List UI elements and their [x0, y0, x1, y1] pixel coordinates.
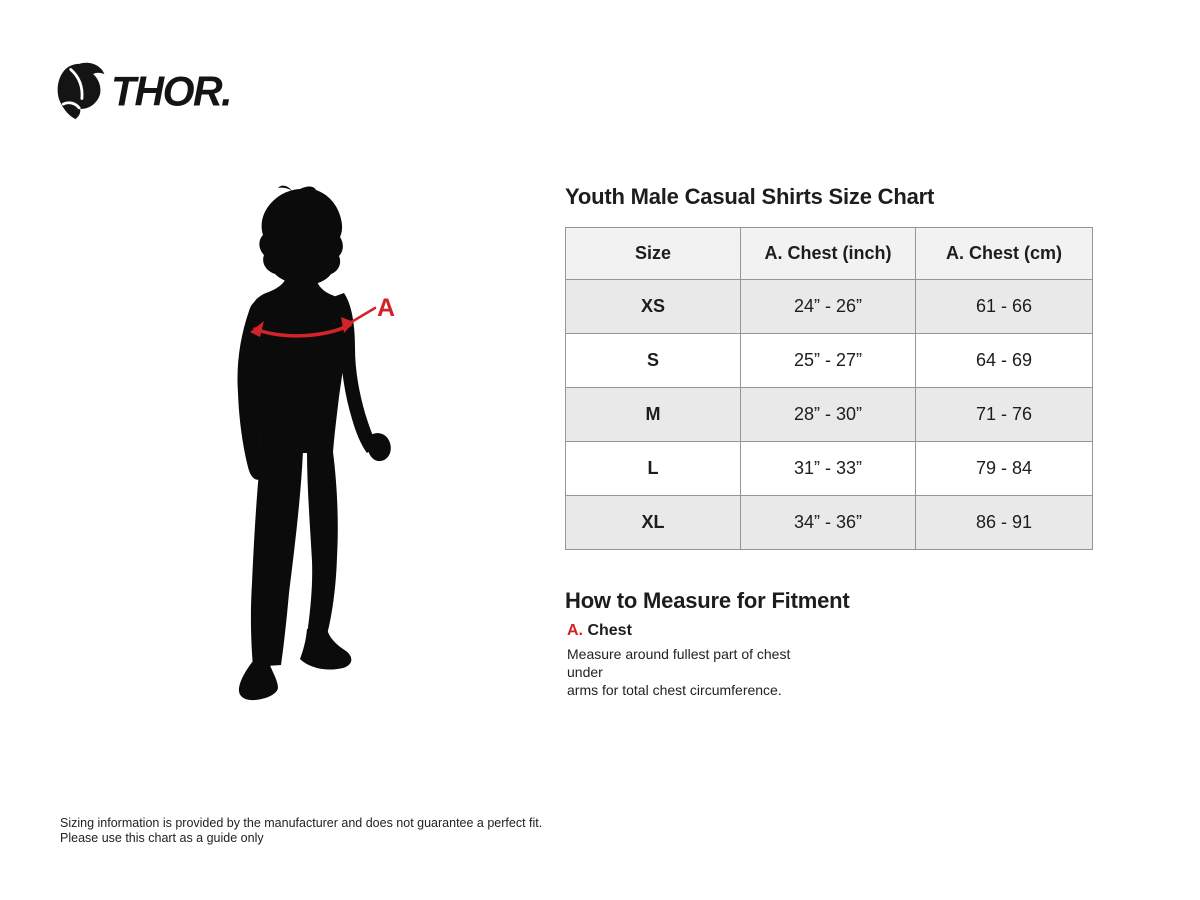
measure-item-title: [567, 622, 827, 640]
description-line-2: arms for total chest circumference.: [567, 682, 782, 698]
chest-cm-cell: 71 - 76: [916, 388, 1093, 442]
measurement-diagram: [230, 185, 400, 705]
sizing-disclaimer: [60, 816, 542, 845]
chest-inch-cell: 28” - 30”: [741, 388, 916, 442]
chest-cm-cell: 86 - 91: [916, 496, 1093, 550]
chest-cm-cell: 79 - 84: [916, 442, 1093, 496]
chest-cm-cell: 64 - 69: [916, 334, 1093, 388]
column-header-chest-cm: A. Chest (cm): [916, 228, 1093, 280]
measure-item-label: Chest: [587, 622, 632, 639]
chest-inch-cell: 31” - 33”: [741, 442, 916, 496]
chest-inch-cell: 34” - 36”: [741, 496, 916, 550]
disclaimer-line-2: Please use this chart as a guide only: [60, 830, 264, 845]
disclaimer-line-1: Sizing information is provided by the manufacturer and does not guarantee a perfect fit.: [60, 816, 543, 830]
size-cell: S: [566, 334, 741, 388]
table-row-m: [566, 388, 1093, 442]
size-cell: XL: [566, 496, 741, 550]
table-row-s: [566, 334, 1093, 388]
column-header-chest-inch: A. Chest (inch): [741, 228, 916, 280]
table-row-xs: [566, 280, 1093, 334]
table-row-xl: [566, 496, 1093, 550]
size-chart-table: [565, 227, 1093, 550]
measure-section-heading: How to Measure for Fitment: [565, 588, 850, 613]
chest-inch-cell: 24” - 26”: [741, 280, 916, 334]
measure-item-key: A.: [567, 622, 583, 639]
child-silhouette-figure: [230, 185, 400, 705]
brand-logo: [55, 62, 231, 120]
chest-inch-cell: 25” - 27”: [741, 334, 916, 388]
thor-goat-icon: [55, 62, 107, 120]
measure-item-description: [567, 645, 827, 699]
table-row-l: [566, 442, 1093, 496]
measure-item-chest: [567, 622, 827, 699]
size-cell: M: [566, 388, 741, 442]
brand-wordmark: THOR.: [111, 67, 232, 114]
chest-marker-label: A: [377, 294, 396, 322]
size-cell: XS: [566, 280, 741, 334]
column-header-size: Size: [566, 228, 741, 280]
size-cell: L: [566, 442, 741, 496]
description-line-1: Measure around fullest part of chest under: [567, 646, 791, 680]
page-title: Youth Male Casual Shirts Size Chart: [565, 184, 935, 209]
table-header-row: [566, 228, 1093, 280]
chest-cm-cell: 61 - 66: [916, 280, 1093, 334]
